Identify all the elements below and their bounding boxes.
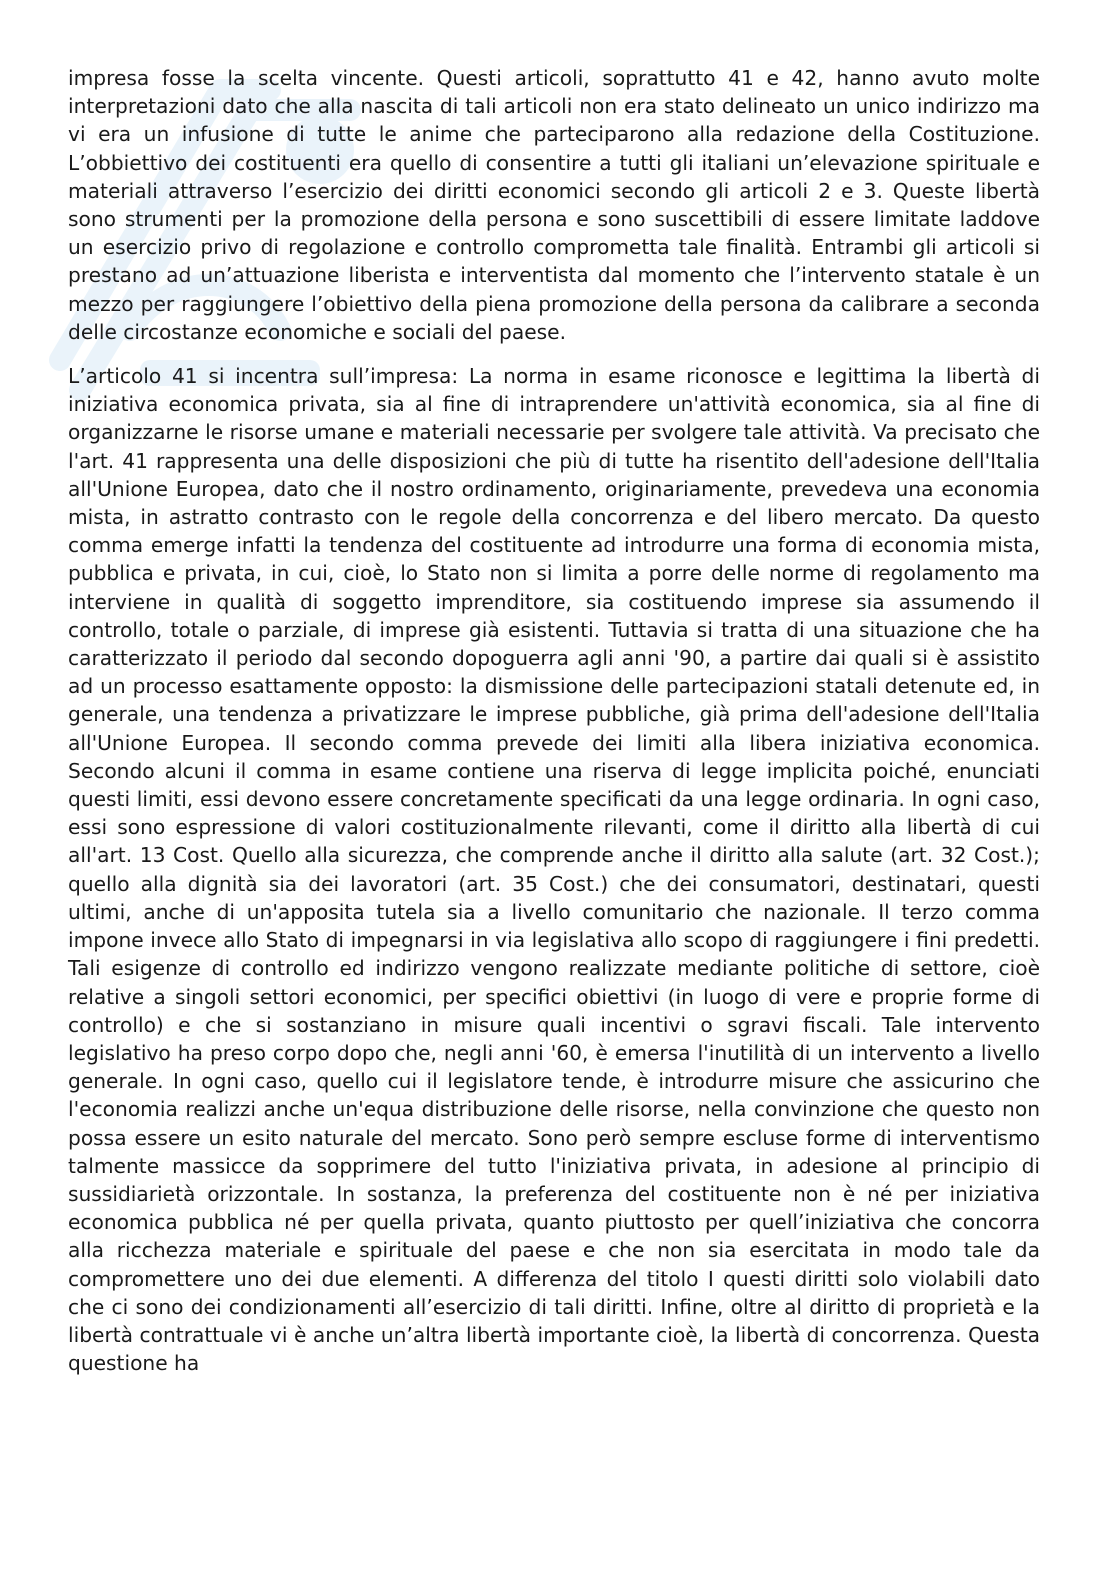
- paragraph-1: impresa fosse la scelta vincente. Questi articoli, soprattutto 41 e 42, hanno avuto molte interpretazioni dato che alla nascita di tali articoli non era stato delineato un unico indirizzo ma vi era un infusione di tutte le anime che parteciparono alla redazione della Costituzione. L’obbiettivo dei costituenti era quello di consentire a tutti gli italiani un’elevazione spirituale e materiali attraverso l’esercizio dei diritti economici secondo gli articoli 2 e 3. Queste libertà sono strumenti per la promozione della persona e sono suscettibili di essere limitate laddove un esercizio privo di regolazione e controllo comprometta tale finalità. Entrambi gli articoli si prestano ad un’attuazione liberista e interventista dal momento che l’intervento statale è un mezzo per raggiungere l’obiettivo della piena promozione della persona da calibrare a seconda delle circostanze economiche e sociali del paese.: [68, 66, 1040, 344]
- document-body: [68, 64, 1040, 1377]
- paragraph-2: L’articolo 41 si incentra sull’impresa: La norma in esame riconosce e legittima la libertà di iniziativa economica privata, sia al fine di intraprendere un'attività economica, sia al fine di organizzarne le risorse umane e materiali necessarie per svolgere tale attività. Va precisato che l'art. 41 rappresenta una delle disposizioni che più di tutte ha risentito dell'adesione dell'Italia all'Unione Europea, dato che il nostro ordinamento, originariamente, prevedeva una economia mista, in astratto contrasto con le regole della concorrenza e del libero mercato. Da questo comma emerge infatti la tendenza del costituente ad introdurre una forma di economia mista, pubblica e privata, in cui, cioè, lo Stato non si limita a porre delle norme di regolamento ma interviene in qualità di soggetto imprenditore, sia costituendo imprese sia assumendo il controllo, totale o parziale, di imprese già esistenti. Tuttavia si tratta di una situazione che ha caratterizzato il periodo dal secondo dopoguerra agli anni '90, a partire dai quali si è assistito ad un processo esattamente opposto: la dismissione delle partecipazioni statali detenute ed, in generale, una tendenza a privatizzare le imprese pubbliche, già prima dell'adesione dell'Italia all'Unione Europea. Il secondo comma prevede dei limiti alla libera iniziativa economica. Secondo alcuni il comma in esame contiene una riserva di legge implicita poiché, enunciati questi limiti, essi devono essere concretamente specificati da una legge ordinaria. In ogni caso, essi sono espressione di valori costituzionalmente rilevanti, come il diritto alla libertà di cui all'art. 13 Cost. Quello alla sicurezza, che comprende anche il diritto alla salute (art. 32 Cost.); quello alla dignità sia dei lavoratori (art. 35 Cost.) che dei consumatori, destinatari, questi ultimi, anche di un'apposita tutela sia a livello comunitario che nazionale. Il terzo comma impone invece allo Stato di impegnarsi in via legislativa allo scopo di raggiungere i fini predetti. Tali esigenze di controllo ed indirizzo vengono realizzate mediante politiche di settore, cioè relative a singoli settori economici, per specifici obiettivi (in luogo di vere e proprie forme di controllo) e che si sostanziano in misure quali incentivi o sgravi fiscali. Tale intervento legislativo ha preso corpo dopo che, negli anni '60, è emersa l'inutilità di un intervento a livello generale. In ogni caso, quello cui il legislatore tende, è introdurre misure che assicurino che l'economia realizzi anche un'equa distribuzione delle risorse, nella convinzione che questo non possa essere un esito naturale del mercato. Sono però sempre escluse forme di interventismo talmente massicce da sopprimere del tutto l'iniziativa privata, in adesione al principio di sussidiarietà orizzontale. In sostanza, la preferenza del costituente non è né per iniziativa economica pubblica né per quella privata, quanto piuttosto per quell’iniziativa che concorra alla ricchezza materiale e spirituale del paese e che non sia esercitata in modo tale da compromettere uno dei due elementi. A differenza del titolo I questi diritti solo violabili dato che ci sono dei condizionamenti all’esercizio di tali diritti. Infine, oltre al diritto di proprietà e la libertà contrattuale vi è anche un’altra libertà importante cioè, la libertà di concorrenza. Questa questione ha: [68, 364, 1040, 1376]
